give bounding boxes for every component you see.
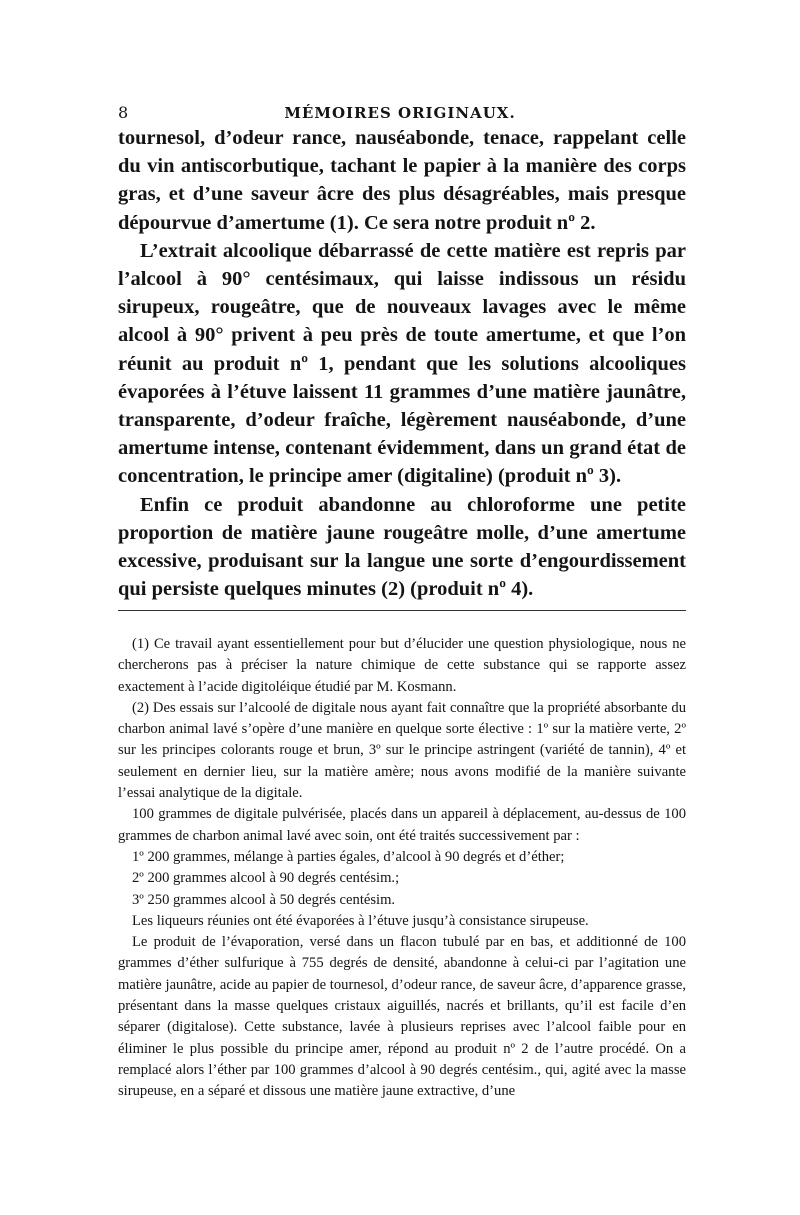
footnote-step: 2º 200 grammes alcool à 90 degrés centésim.; xyxy=(132,870,400,887)
footnotes xyxy=(118,634,686,1103)
footnote-step: 1º 200 grammes, mélange à parties égales, d’alcool à 90 degrés et d’éther; xyxy=(132,848,565,865)
running-title: MÉMOIRES ORIGINAUX. xyxy=(284,104,516,122)
footnote-paragraph: Le produit de l’évaporation, versé dans un flacon tubulé par en bas, et additionné de 100 grammes d’éther sulfurique à 755 degrés de densité, abandonne à celui-ci par l’agitation une matière jaunâtre, acide au papier de tournesol, d’odeur rance, de saveur âcre, d’apparence grasse, présentant dans la masse quelques cristaux aiguillés, nacrés et brillants, qu’il est facile d’en séparer (digitalose). Cette substance, lavée à plusieurs reprises avec l’alcool faible pour en éliminer le plus possible du principe amer, répond au produit nº 2 de l’autre procédé. On a remplacé alors l’éther par 100 grammes d’alcool à 90 degrés centésim., qui, agité avec la masse sirupeuse, en a séparé et dissous une matière jaune extractive, d’une xyxy=(118,934,686,1100)
footnote-divider xyxy=(118,610,686,611)
page-number: 8 xyxy=(118,103,129,122)
main-paragraph: tournesol, d’odeur rance, nauséabonde, tenace, rappelant celle du vin antiscorbutique, tachant le papier à la manière des corps gras, et d’une saveur âcre des plus désagréables, mais presque dépourvue d’amertume (1). Ce sera notre produit nº 2. xyxy=(118,127,686,234)
footnote-paragraph: Les liqueurs réunies ont été évaporées à l’étuve jusqu’à consistance sirupeuse. xyxy=(132,912,589,929)
footnote-paragraph: 100 grammes de digitale pulvérisée, placés dans un appareil à déplacement, au-dessus de 100 grammes de charbon animal lavé avec soin, ont été traités successivement par : xyxy=(118,806,686,844)
footnote-step: 3º 250 grammes alcool à 50 degrés centésim. xyxy=(132,891,396,908)
footnote-1: (1) Ce travail ayant essentiellement pour but d’élucider une question physiologique, nous ne chercherons pas à préciser la nature chimique de cette substance qui se rapporte assez exactement à l’acide digitoléique étudié par M. Kosmann. xyxy=(118,636,686,695)
main-text xyxy=(118,124,686,603)
main-paragraph: Enfin ce produit abandonne au chloroforme une petite proportion de matière jaune rougeâtre molle, d’une amertume excessive, produisant sur la langue une sorte d’engourdissement qui persiste quelques minutes (2) (produit nº 4). xyxy=(118,493,686,601)
main-paragraph: L’extrait alcoolique débarrassé de cette matière est repris par l’alcool à 90° centésimaux, qui laisse indissous un résidu sirupeux, rougeâtre, que de nouveaux lavages avec le même alcool à 90° privent à peu près de toute amertume, et que l’on réunit au produit nº 1, pendant que les solutions alcooliques évaporées à l’étuve laissent 11 grammes d’une matière jaunâtre, transparente, d’odeur fraîche, légèrement nauséabonde, d’une amertume intense, contenant évidemment, dans un grand état de concentration, le principe amer (digitaline) (produit nº 3). xyxy=(118,239,686,488)
footnote-2: (2) Des essais sur l’alcoolé de digitale nous ayant fait connaître que la propriété absorbante du charbon animal lavé s’opère d’une manière en quelque sorte élective : 1º sur la matière verte, 2º sur les principes colorants rouge et brun, 3º sur le principe astringent (variété de tannin), 4º et seulement en dernier lieu, sur la matière amère; nous avons modifié de la manière suivante l’essai analytique de la digitale. xyxy=(118,699,686,802)
